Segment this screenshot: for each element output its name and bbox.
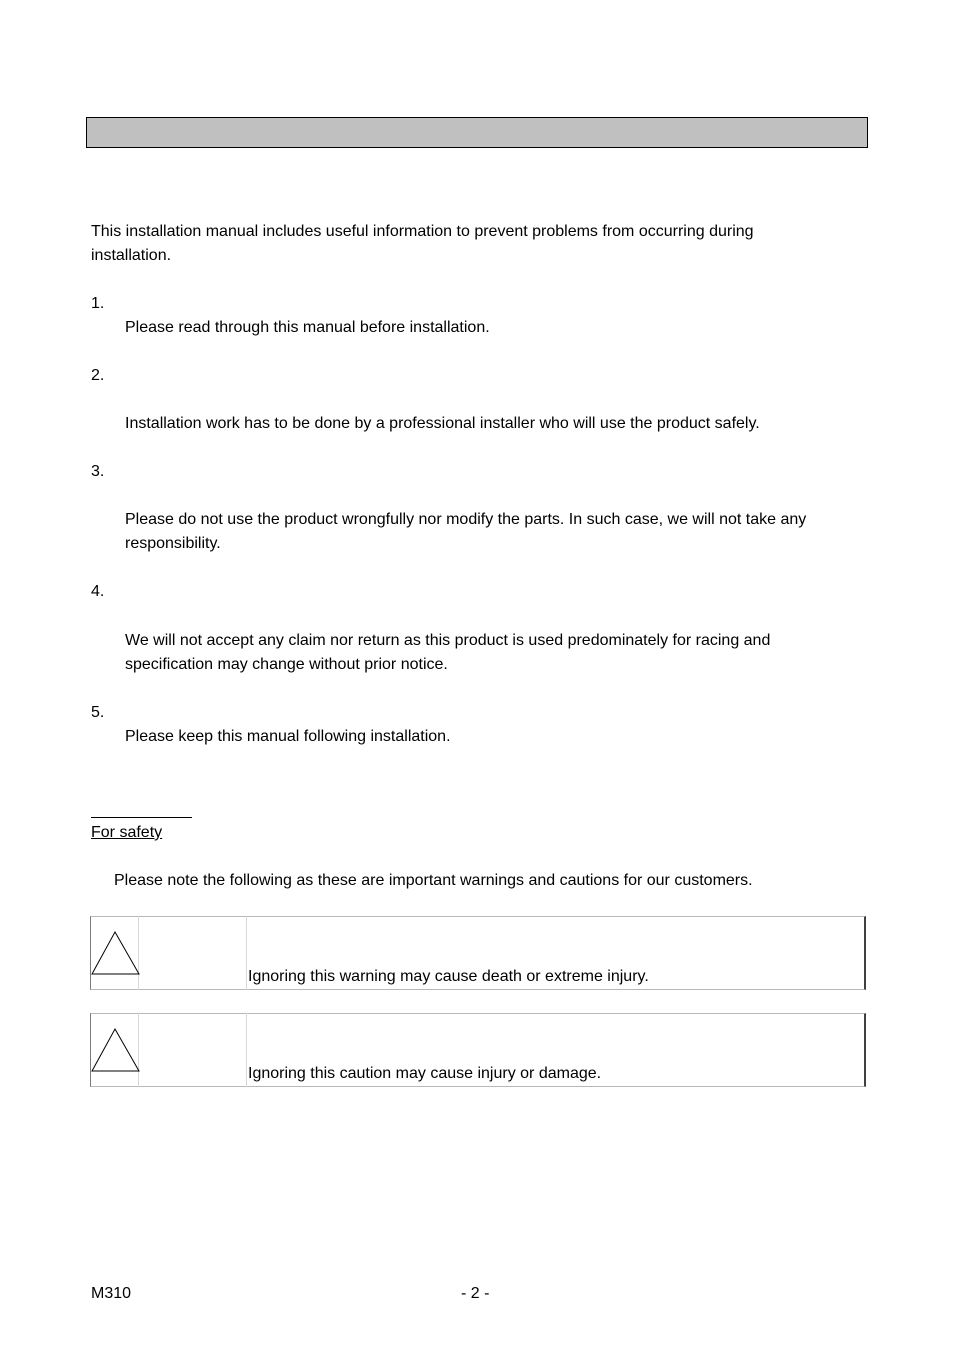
caution-message: Ignoring this caution may cause injury or damage. — [248, 1065, 602, 1082]
footer-model: M310 — [91, 1285, 132, 1302]
section-header-bar — [86, 117, 868, 148]
item-5-text: Please keep this manual following installation. — [125, 728, 451, 745]
item-2-number: 2. — [91, 367, 105, 384]
warning-box-divider — [246, 916, 247, 990]
item-4-number: 4. — [91, 583, 105, 600]
safety-heading: For safety — [91, 824, 163, 841]
safety-note: Please note the following as these are important warnings and cautions for our customers. — [114, 872, 753, 889]
footer-page-number: - 2 - — [461, 1285, 490, 1302]
caution-box-divider — [246, 1013, 247, 1087]
caution-triangle-icon — [91, 1027, 141, 1073]
item-1-number: 1. — [91, 295, 105, 312]
item-3-number: 3. — [91, 463, 105, 480]
intro-line-2: installation. — [91, 247, 172, 264]
caution-box — [90, 1013, 866, 1087]
item-4-text-line-2: specification may change without prior notice. — [125, 656, 448, 673]
section-divider — [91, 817, 192, 818]
item-5-number: 5. — [91, 704, 105, 721]
intro-line-1: This installation manual includes useful information to prevent problems from occurring during — [91, 223, 754, 240]
item-4-text-line-1: We will not accept any claim nor return as this product is used predominately for racing and — [125, 632, 771, 649]
item-1-text: Please read through this manual before installation. — [125, 319, 490, 336]
item-3-text-line-2: responsibility. — [125, 535, 221, 552]
item-3-text-line-1: Please do not use the product wrongfully nor modify the parts. In such case, we will not take any — [125, 511, 807, 528]
warning-message: Ignoring this warning may cause death or extreme injury. — [248, 968, 649, 985]
warning-box — [90, 916, 866, 990]
item-2-text: Installation work has to be done by a professional installer who will use the product safely. — [125, 415, 760, 432]
warning-triangle-icon — [91, 930, 141, 976]
